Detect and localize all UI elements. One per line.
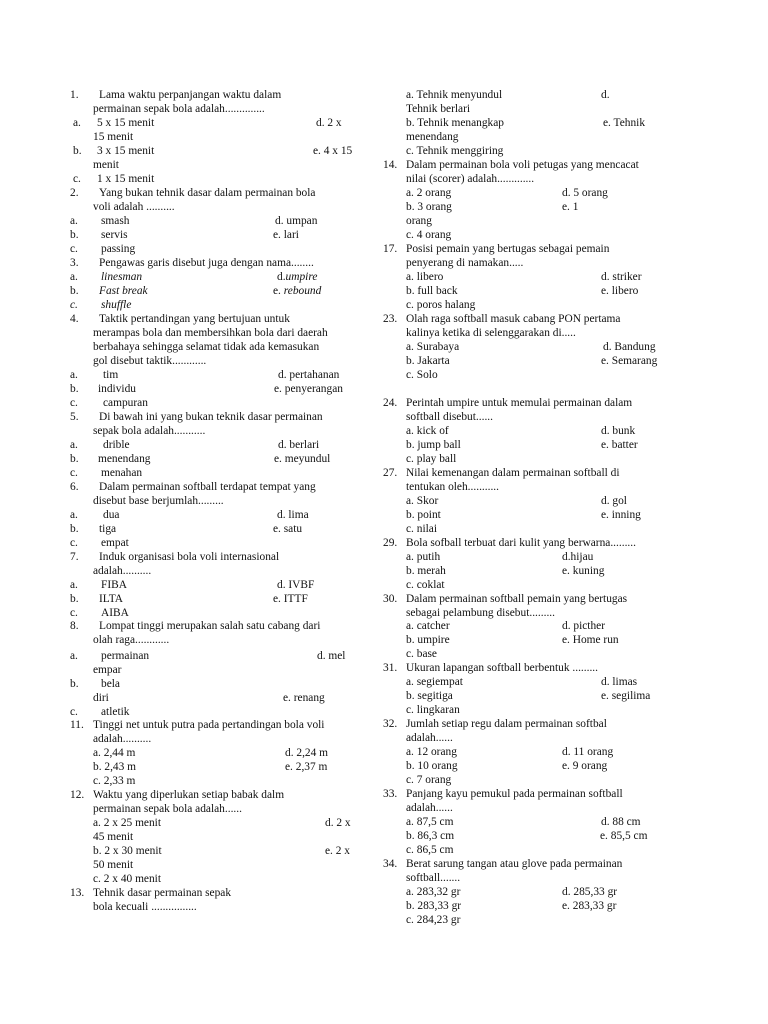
option-a: tim <box>103 369 119 381</box>
option-b: ILTA <box>99 593 123 605</box>
option-a: FIBA <box>101 579 127 591</box>
option-c: c. Tehnik menggiring <box>406 145 504 157</box>
question-text: sepak bola adalah........... <box>93 425 206 437</box>
option-b: servis <box>101 229 128 241</box>
option-a: a. putih <box>406 551 441 563</box>
option-b: b. 86,3 cm <box>406 830 455 842</box>
option-e: e. batter <box>601 439 638 451</box>
question-text: Posisi pemain yang bertugas sebagai pemain <box>406 243 610 255</box>
option-e: e. penyerangan <box>274 383 343 395</box>
question-number: 32. <box>383 718 398 730</box>
question-number: 29. <box>383 537 398 549</box>
option-c: c. 86,5 cm <box>406 844 454 856</box>
option-c: c. 284,23 gr <box>406 914 461 926</box>
option-letter: a. <box>73 117 81 129</box>
question-number: 17. <box>383 243 398 255</box>
question-text: Tehnik dasar permainan sepak <box>93 887 232 899</box>
question-text: softball....... <box>406 872 461 884</box>
question-text: Olah raga softball masuk cabang PON pertama <box>406 313 621 325</box>
option-d: d. lima <box>277 509 309 521</box>
option-a: a. 87,5 cm <box>406 816 454 828</box>
option-letter: a. <box>70 509 78 521</box>
question-number: 2. <box>70 187 79 199</box>
option-e: e. 85,5 cm <box>600 830 648 842</box>
option-d: d. 11 orang <box>562 746 614 758</box>
option-e: e. Home run <box>562 634 619 646</box>
option-a: a. libero <box>406 271 444 283</box>
option-e-cont: orang <box>406 215 432 227</box>
option-b: b. point <box>406 509 441 521</box>
question-number: 31. <box>383 662 398 674</box>
option-c: empat <box>101 537 129 549</box>
question-number: 33. <box>383 788 398 800</box>
question-number: 7. <box>70 551 79 563</box>
option-e: e. 2,37 m <box>285 761 328 773</box>
question-number: 24. <box>383 397 398 409</box>
option-b: b. 283,33 gr <box>406 900 462 912</box>
option-letter: c. <box>70 299 78 311</box>
question-text: disebut base berjumlah......... <box>93 495 224 507</box>
question-number: 6. <box>70 481 79 493</box>
option-d: d. Bandung <box>603 341 656 353</box>
option-d: d. 2,24 m <box>285 747 329 759</box>
question-number: 13. <box>70 887 85 899</box>
option-d: d.umpire <box>277 271 318 283</box>
option-letter: c. <box>73 173 81 185</box>
option-d: d. 2 x <box>325 817 351 829</box>
question-text: permainan sepak bola adalah.............. <box>93 103 265 115</box>
option-c: c. Solo <box>406 369 438 381</box>
question-text: voli adalah .......... <box>93 201 175 213</box>
question-text: Perintah umpire untuk memulai permainan dalam <box>406 397 633 409</box>
option-letter: c. <box>70 243 78 255</box>
option-e: e. inning <box>601 509 641 521</box>
option-letter: a. <box>70 650 78 662</box>
option-d: d. <box>601 89 610 101</box>
question-number: 8. <box>70 620 79 632</box>
option-b: b. Tehnik menangkap <box>406 117 505 129</box>
question-number: 1. <box>70 89 79 101</box>
option-letter: b. <box>70 383 79 395</box>
question-text: Lompat tinggi merupakan salah satu cabang dari <box>99 620 321 632</box>
option-c: campuran <box>103 397 148 409</box>
question-text: Berat sarung tangan atau glove pada permainan <box>406 858 623 870</box>
option-d: d. limas <box>601 676 638 688</box>
option-b: individu <box>98 383 136 395</box>
option-letter: c. <box>70 537 78 549</box>
option-a: drible <box>103 439 130 451</box>
option-b: b. 2 x 30 menit <box>93 845 162 857</box>
option-c: passing <box>101 243 136 255</box>
option-c: c. 7 orang <box>406 774 452 786</box>
option-d: d. picther <box>562 620 606 632</box>
option-e: e. ITTF <box>273 593 308 605</box>
question-number: 4. <box>70 313 79 325</box>
option-c: c. 4 orang <box>406 229 452 241</box>
option-letter: c. <box>70 397 78 409</box>
question-number: 27. <box>383 467 398 479</box>
option-d-cont: 45 menit <box>93 831 134 843</box>
option-e: e. renang <box>283 692 325 704</box>
option-b: b. full back <box>406 285 458 297</box>
question-text: Lama waktu perpanjangan waktu dalam <box>99 89 282 101</box>
option-d-cont: empar <box>93 664 122 676</box>
question-text: tentukan oleh........... <box>406 481 500 493</box>
option-d-cont: 15 menit <box>93 131 134 143</box>
option-letter: b. <box>70 229 79 241</box>
option-b: b. 2,43 m <box>93 761 137 773</box>
question-text: adalah.......... <box>93 733 152 745</box>
question-text: olah raga............ <box>93 634 170 646</box>
question-text: Bola sofball terbuat dari kulit yang berwarna......... <box>406 537 636 549</box>
option-c: c. base <box>406 648 437 660</box>
question-number: 30. <box>383 593 398 605</box>
option-b-cont: diri <box>93 692 109 704</box>
option-b: 3 x 15 menit <box>97 145 155 157</box>
option-e: e. 2 x <box>325 845 350 857</box>
question-text: Dalam permainan bola voli petugas yang mencacat <box>406 159 639 171</box>
option-b: Fast break <box>99 285 148 297</box>
option-e: e. 1 <box>562 201 579 213</box>
question-text: Ukuran lapangan softball berbentuk ......... <box>406 662 599 674</box>
option-c: c. poros halang <box>406 299 476 311</box>
option-e: e. 9 orang <box>562 760 608 772</box>
option-d: d. IVBF <box>277 579 315 591</box>
option-letter: a. <box>70 579 78 591</box>
question-text: Taktik pertandingan yang bertujuan untuk <box>99 313 290 325</box>
question-text: Panjang kayu pemukul pada permainan softball <box>406 788 623 800</box>
question-number: 11. <box>70 719 84 731</box>
option-e: e. libero <box>601 285 639 297</box>
option-c: c. coklat <box>406 579 445 591</box>
option-e: e. kuning <box>562 565 605 577</box>
option-b: b. merah <box>406 565 446 577</box>
option-a: a. Surabaya <box>406 341 460 353</box>
option-a: dua <box>103 509 120 521</box>
question-text: Dalam permainan softball pemain yang bertugas <box>406 593 628 605</box>
option-letter: c. <box>70 706 78 718</box>
option-letter: a. <box>70 439 78 451</box>
option-d: d.hijau <box>562 551 594 563</box>
question-text: softball disebut...... <box>406 411 494 423</box>
option-a: a. catcher <box>406 620 450 632</box>
option-b: b. segitiga <box>406 690 453 702</box>
option-letter: b. <box>70 453 79 465</box>
option-a: permainan <box>101 650 150 662</box>
option-e-cont: menendang <box>406 131 459 143</box>
option-a: a. kick of <box>406 425 449 437</box>
option-a: a. Skor <box>406 495 439 507</box>
question-text: Di bawah ini yang bukan teknik dasar permainan <box>99 411 323 423</box>
question-text: penyerang di namakan..... <box>406 257 524 269</box>
option-e: e. satu <box>273 523 303 535</box>
option-a: a. 2,44 m <box>93 747 136 759</box>
option-letter: c. <box>70 607 78 619</box>
question-text: permainan sepak bola adalah...... <box>93 803 242 815</box>
option-b: b. 10 orang <box>406 760 458 772</box>
question-text: Dalam permainan softball terdapat tempat yang <box>99 481 316 493</box>
option-c: 1 x 15 menit <box>97 173 155 185</box>
question-text: Induk organisasi bola voli internasional <box>99 551 280 563</box>
option-e-cont: 50 menit <box>93 859 134 871</box>
option-e-cont: menit <box>93 159 119 171</box>
question-text: kalinya ketika di selenggarakan di..... <box>406 327 576 339</box>
option-d: d. mel <box>317 650 346 662</box>
option-letter: b. <box>70 523 79 535</box>
question-number: 23. <box>383 313 398 325</box>
question-number: 34. <box>383 858 398 870</box>
option-b: b. jump ball <box>406 439 461 451</box>
option-d: d. 285,33 gr <box>562 886 618 898</box>
question-text: Waktu yang diperlukan setiap babak dalm <box>93 789 285 801</box>
option-c: AIBA <box>101 607 129 619</box>
option-a: a. Tehnik menyundul <box>406 89 503 101</box>
option-d-cont: Tehnik berlari <box>406 103 471 115</box>
option-c: atletik <box>101 706 130 718</box>
option-letter: a. <box>70 215 78 227</box>
option-e: e. segilima <box>601 690 651 702</box>
question-text: bola kecuali ................ <box>93 901 197 913</box>
option-a: linesman <box>101 271 143 283</box>
question-number: 5. <box>70 411 79 423</box>
question-text: sebagai pelambung disebut......... <box>406 607 555 619</box>
option-letter: b. <box>70 678 79 690</box>
option-letter: b. <box>70 593 79 605</box>
option-c: c. 2 x 40 menit <box>93 873 162 885</box>
option-e: e. Tehnik <box>603 117 646 129</box>
question-text: adalah...... <box>406 732 453 744</box>
question-text: Nilai kemenangan dalam permainan softball di <box>406 467 620 479</box>
option-e: e. 4 x 15 <box>313 145 353 157</box>
option-letter: a. <box>70 369 78 381</box>
question-text: adalah...... <box>406 802 453 814</box>
question-text: adalah.......... <box>93 565 152 577</box>
option-c: shuffle <box>101 299 132 311</box>
option-a: a. 2 x 25 menit <box>93 817 162 829</box>
option-c: c. nilai <box>406 523 437 535</box>
option-b: b. umpire <box>406 634 450 646</box>
option-d: d. 5 orang <box>562 187 608 199</box>
option-d: d. striker <box>601 271 642 283</box>
question-text: berbahaya sehingga selamat tidak ada kemasukan <box>93 341 320 353</box>
option-b: b. 3 orang <box>406 201 452 213</box>
option-d: d. pertahanan <box>278 369 340 381</box>
option-letter: c. <box>70 467 78 479</box>
question-text: gol disebut taktik............ <box>93 355 207 367</box>
question-text: Yang bukan tehnik dasar dalam permainan bola <box>99 187 316 199</box>
option-b: b. Jakarta <box>406 355 450 367</box>
option-e: e. 283,33 gr <box>562 900 617 912</box>
option-d: d. bunk <box>601 425 636 437</box>
option-a: a. 2 orang <box>406 187 452 199</box>
option-e: e. meyundul <box>274 453 331 465</box>
option-a: a. segiempat <box>406 676 463 688</box>
option-e: e. rebound <box>273 285 322 297</box>
option-c: c. 2,33 m <box>93 775 136 787</box>
option-d: d. 2 x <box>316 117 342 129</box>
option-c: c. lingkaran <box>406 704 460 716</box>
option-b: bela <box>101 678 120 690</box>
option-b: tiga <box>99 523 117 535</box>
option-letter: b. <box>70 285 79 297</box>
question-text: Pengawas garis disebut juga dengan nama........ <box>99 257 314 269</box>
option-c: c. play ball <box>406 453 457 465</box>
option-d: d. gol <box>601 495 627 507</box>
question-text: Jumlah setiap regu dalam permainan softbal <box>406 718 607 730</box>
option-a: a. 283,32 gr <box>406 886 461 898</box>
option-letter: a. <box>70 271 78 283</box>
question-text: Tinggi net untuk putra pada pertandingan bola voli <box>93 719 325 731</box>
option-d: d. 88 cm <box>601 816 641 828</box>
question-number: 12. <box>70 789 85 801</box>
option-b: menendang <box>98 453 151 465</box>
option-d: d. berlari <box>278 439 320 451</box>
question-number: 14. <box>383 159 398 171</box>
option-c: menahan <box>101 467 143 479</box>
option-d: d. umpan <box>275 215 318 227</box>
question-number: 3. <box>70 257 79 269</box>
option-e: e. lari <box>273 229 299 241</box>
question-text: nilai (scorer) adalah............. <box>406 173 535 185</box>
option-letter: b. <box>73 145 82 157</box>
option-a: a. 12 orang <box>406 746 457 758</box>
option-e: e. Semarang <box>601 355 658 367</box>
option-a: smash <box>101 215 130 227</box>
option-a: 5 x 15 menit <box>97 117 155 129</box>
question-text: merampas bola dan membersihkan bola dari daerah <box>93 327 328 339</box>
